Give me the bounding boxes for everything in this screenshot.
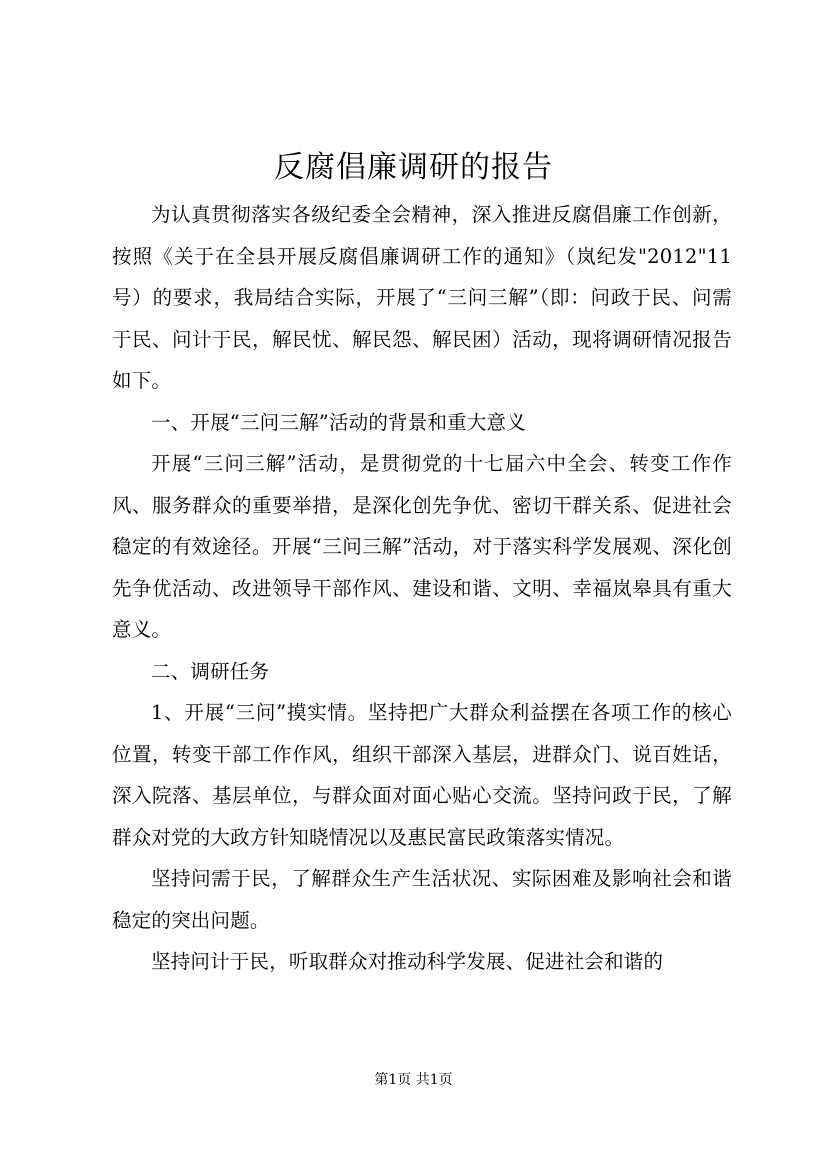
document-body bbox=[112, 194, 732, 983]
background-paragraph: 开展“三问三解”活动，是贯彻党的十七届六中全会、转变工作作风、服务群众的重要举措，是深化创先争优、密切干群关系、促进社会稳定的有效途径。开展“三问三解”活动，对于落实科学发展观、深化创先争优活动、改进领导干部作风、建设和谐、文明、幸福岚皋具有重大意义。 bbox=[112, 452, 732, 641]
task-paragraph-1: 1、开展“三问”摸实情。坚持把广大群众利益摆在各项工作的核心位置，转变干部工作作风，组织干部深入基层，进群众门、说百姓话，深入院落、基层单位，与群众面对面心贴心交流。坚持问政于民，了解群众对党的大政方针知晓情况以及惠民富民政策落实情况。 bbox=[112, 701, 732, 849]
section-heading-tasks: 二、调研任务 bbox=[151, 659, 270, 683]
document-title: 反腐倡廉调研的报告 bbox=[274, 150, 553, 185]
section-heading-background: 一、开展“三问三解”活动的背景和重大意义 bbox=[151, 410, 526, 434]
task-paragraph-3: 坚持问计于民，听取群众对推动科学发展、促进社会和谐的 bbox=[151, 950, 664, 973]
page-number-footer: 第1页 共1页 bbox=[374, 1072, 453, 1088]
intro-paragraph: 为认真贯彻落实各级纪委全会精神，深入推进反腐倡廉工作创新，按照《关于在全县开展反腐倡廉调研工作的通知》（岚纪发"2012"11号）的要求，我局结合实际，开展了“三问三解”（即：问政于民、问需于民、问计于民，解民忧、解民怨、解民困）活动，现将调研情况报告如下。 bbox=[112, 203, 732, 392]
task-paragraph-2: 坚持问需于民，了解群众生产生活状况、实际困难及影响社会和谐稳定的突出问题。 bbox=[112, 867, 732, 932]
